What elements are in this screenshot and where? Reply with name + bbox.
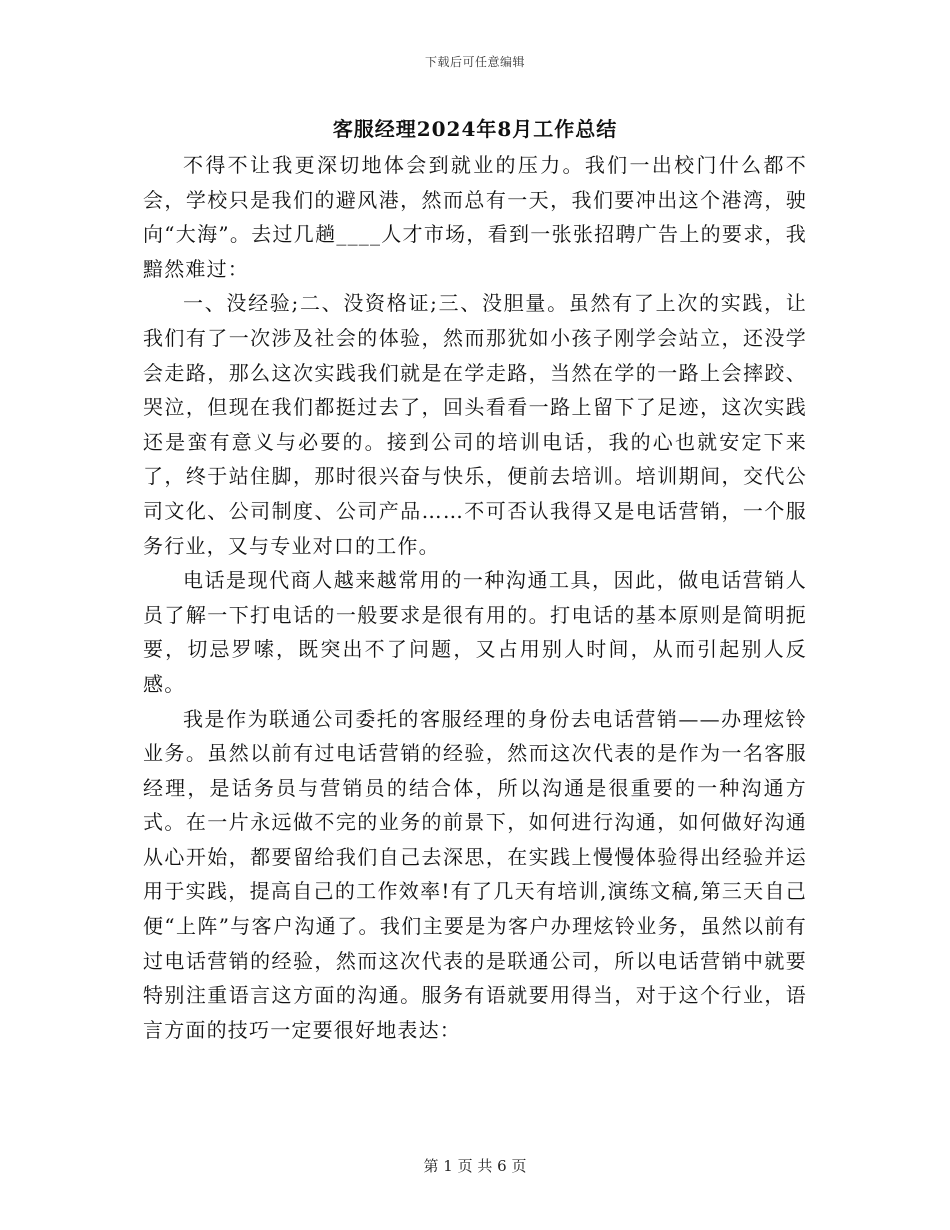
- document-title: 客服经理2024年8月工作总结: [332, 117, 618, 141]
- body-paragraph: 我是作为联通公司委托的客服经理的身份去电话营销——办理炫铃业务。虽然以前有过电话营销的经验，然而这次代表的是作为一名客服经理，是话务员与营销员的结合体，所以沟通是很重要的一种沟通方式。在一片永远做不完的业务的前景下，如何进行沟通，如何做好沟通从心开始，都要留给我们自己去深思，在实践上慢慢体验得出经验并运用于实践，提高自己的工作效率!有了几天有培训,演练文稿,第三天自己便“上阵”与客户沟通了。我们主要是为客户办理炫铃业务，虽然以前有过电话营销的经验，然而这次代表的是联通公司，所以电话营销中就要特别注重语言这方面的沟通。服务有语就要用得当，对于这个行业，语言方面的技巧一定要很好地表达：: [143, 706, 807, 1042]
- body-paragraph: 电话是现代商人越来越常用的一种沟通工具，因此，做电话营销人员了解一下打电话的一般要求是很有用的。打电话的基本原则是简明扼要，切忌罗嗦，既突出不了问题，又占用别人时间，从而引起别人反感。: [143, 568, 807, 696]
- header-note: 下载后可任意编辑: [424, 55, 525, 69]
- document-body: [143, 148, 807, 1047]
- page-number: 第 1 页 共 6 页: [423, 1157, 527, 1175]
- body-paragraph: 一、没经验;二、没资格证;三、没胆量。虽然有了上次的实践，让我们有了一次涉及社会的体验，然而那犹如小孩子刚学会站立，还没学会走路，那么这次实践我们就是在学走路，当然在学的一路上会摔跤、哭泣，但现在我们都挺过去了，回头看看一路上留下了足迹，这次实践还是蛮有意义与必要的。接到公司的培训电话，我的心也就安定下来了，终于站住脚，那时很兴奋与快乐，便前去培训。培训期间，交代公司文化、公司制度、公司产品……不可否认我得又是电话营销，一个服务行业，又与专业对口的工作。: [143, 291, 807, 558]
- body-paragraph: 不得不让我更深切地体会到就业的压力。我们一出校门什么都不会，学校只是我们的避风港，然而总有一天，我们要冲出这个港湾，驶向“大海”。去过几趟____人才市场，看到一张张招聘广告上的要求，我黯然难过：: [143, 153, 807, 281]
